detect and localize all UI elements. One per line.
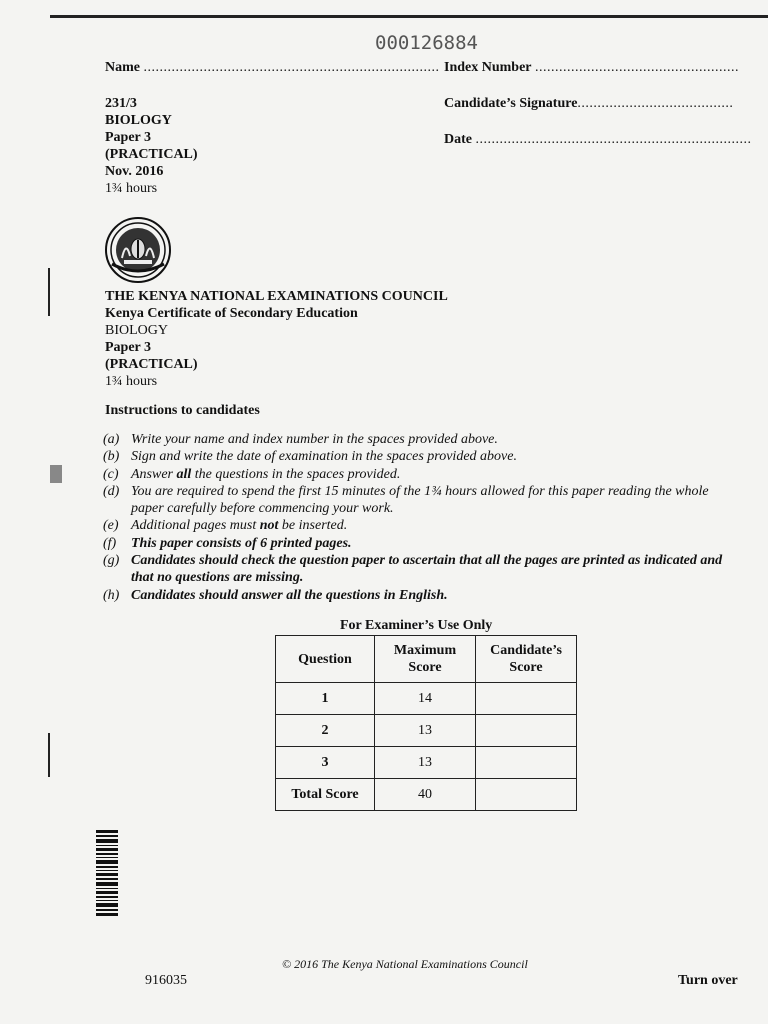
instructions-title: Instructions to candidates: [105, 403, 260, 418]
council-type: (PRACTICAL): [105, 357, 198, 372]
instruction-item: [103, 483, 743, 518]
max-score-cell: 14: [375, 683, 476, 715]
top-rule: [50, 15, 768, 18]
instruction-item: [103, 431, 743, 448]
examiner-table-title: For Examiner’s Use Only: [340, 618, 493, 633]
instruction-item: [103, 535, 743, 552]
table-row: [276, 683, 577, 715]
instruction-text-post: the questions in the spaces provided.: [194, 466, 401, 482]
certificate-name: Kenya Certificate of Secondary Education: [105, 306, 358, 321]
serial-number: 000126884: [375, 32, 478, 54]
date-label: Date: [444, 132, 472, 147]
instruction-label: (c): [103, 466, 119, 482]
candidate-score-cell[interactable]: [476, 779, 577, 811]
instruction-item: [103, 587, 743, 604]
scan-artifact: [50, 465, 62, 483]
kenya-coat-of-arms-icon: [104, 216, 172, 284]
paper-number: Paper 3: [105, 130, 152, 145]
instruction-text: Sign and write the date of examination in the spaces provided above.: [131, 449, 517, 465]
instruction-text-post: be inserted.: [281, 518, 348, 534]
candidate-fields: [444, 95, 752, 167]
council-block: [105, 288, 448, 390]
table-row: [276, 747, 577, 779]
instructions-list: [103, 431, 743, 604]
candidate-score-cell[interactable]: [476, 683, 577, 715]
instruction-label: (g): [103, 553, 120, 569]
barcode-icon: [96, 830, 118, 916]
instruction-label: (h): [103, 587, 120, 603]
instruction-text: Candidates should check the question paper to ascertain that all the pages are printed as indicated and that no questions are missing.: [131, 553, 723, 586]
examiner-score-table: [275, 635, 577, 811]
date-dots: .....................................................................: [475, 132, 752, 147]
header-candidate-score: Candidate’s Score: [476, 636, 577, 683]
instruction-label: (b): [103, 449, 120, 465]
max-score-cell: 13: [375, 747, 476, 779]
turn-over-label: Turn over: [678, 973, 738, 988]
scan-margin-mark: [48, 733, 50, 777]
signature-dots: .......................................: [577, 96, 734, 111]
instruction-text: You are required to spend the first 15 minutes of the 1¾ hours allowed for this paper reading the whole paper carefully before commencing your work.: [131, 483, 709, 517]
paper-details: [105, 95, 198, 197]
council-name: THE KENYA NATIONAL EXAMINATIONS COUNCIL: [105, 289, 448, 304]
instruction-item: [103, 517, 743, 534]
question-cell: Total Score: [276, 779, 375, 811]
paper-code-footer: 916035: [145, 973, 187, 988]
index-number-field[interactable]: [444, 60, 739, 76]
header-maximum-score: Maximum Score: [375, 636, 476, 683]
name-label: Name: [105, 60, 140, 75]
signature-label: Candidate’s Signature: [444, 96, 578, 111]
header-question: Question: [276, 636, 375, 683]
instruction-text-pre: Additional pages must: [131, 518, 257, 534]
max-score-cell: 40: [375, 779, 476, 811]
instruction-text: This paper consists of 6 printed pages.: [131, 535, 352, 551]
instruction-label: (f): [103, 535, 117, 551]
council-subject: BIOLOGY: [105, 323, 168, 338]
instruction-item: [103, 448, 743, 465]
date-field[interactable]: [444, 131, 752, 148]
copyright-notice: © 2016 The Kenya National Examinations Council: [282, 957, 528, 971]
max-score-cell: 13: [375, 715, 476, 747]
signature-field[interactable]: [444, 95, 752, 112]
council-paper: Paper 3: [105, 340, 152, 355]
scan-margin-mark: [48, 268, 50, 316]
paper-subject: BIOLOGY: [105, 113, 172, 128]
instruction-text: Write your name and index number in the spaces provided above.: [131, 432, 498, 447]
instruction-text-pre: Answer: [131, 466, 173, 482]
instruction-label: (d): [103, 483, 120, 499]
instruction-emphasis: all: [176, 466, 192, 482]
instruction-label: (a): [103, 432, 120, 447]
index-number-dots: ...................................................: [535, 60, 740, 75]
table-row: [276, 715, 577, 747]
instruction-text: Candidates should answer all the questions in English.: [131, 587, 448, 603]
instruction-emphasis: not: [259, 518, 279, 534]
name-dots: ..........................................................................: [143, 60, 440, 75]
instruction-text: [131, 466, 743, 483]
candidate-score-cell[interactable]: [476, 747, 577, 779]
candidate-score-cell[interactable]: [476, 715, 577, 747]
table-row: [276, 779, 577, 811]
question-cell: 2: [276, 715, 375, 747]
paper-type: (PRACTICAL): [105, 147, 198, 162]
question-cell: 3: [276, 747, 375, 779]
paper-session: Nov. 2016: [105, 164, 164, 179]
instruction-item: [103, 466, 743, 483]
question-cell: 1: [276, 683, 375, 715]
table-header-row: [276, 636, 577, 683]
index-number-label: Index Number: [444, 60, 532, 75]
paper-code: 231/3: [105, 96, 137, 111]
instruction-text: [131, 517, 743, 534]
name-field[interactable]: [105, 60, 440, 76]
council-duration: 1¾ hours: [105, 374, 158, 389]
instruction-label: (e): [103, 518, 119, 534]
instruction-item: [103, 552, 743, 587]
paper-duration: 1¾ hours: [105, 181, 158, 196]
